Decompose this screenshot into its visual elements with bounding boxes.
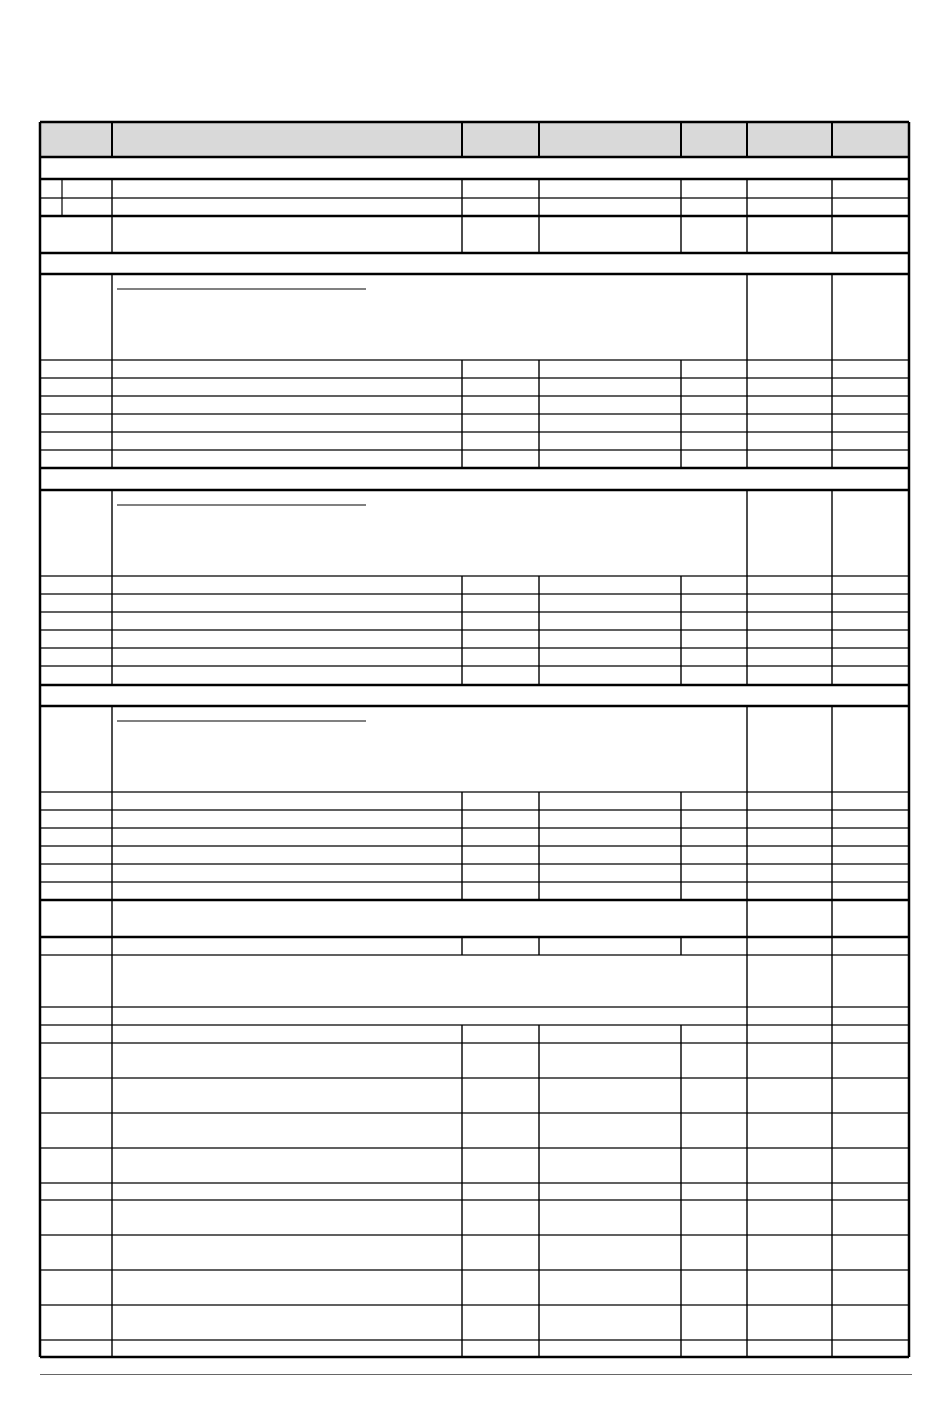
- footer-rule: [40, 1374, 912, 1375]
- header-band: [40, 122, 909, 157]
